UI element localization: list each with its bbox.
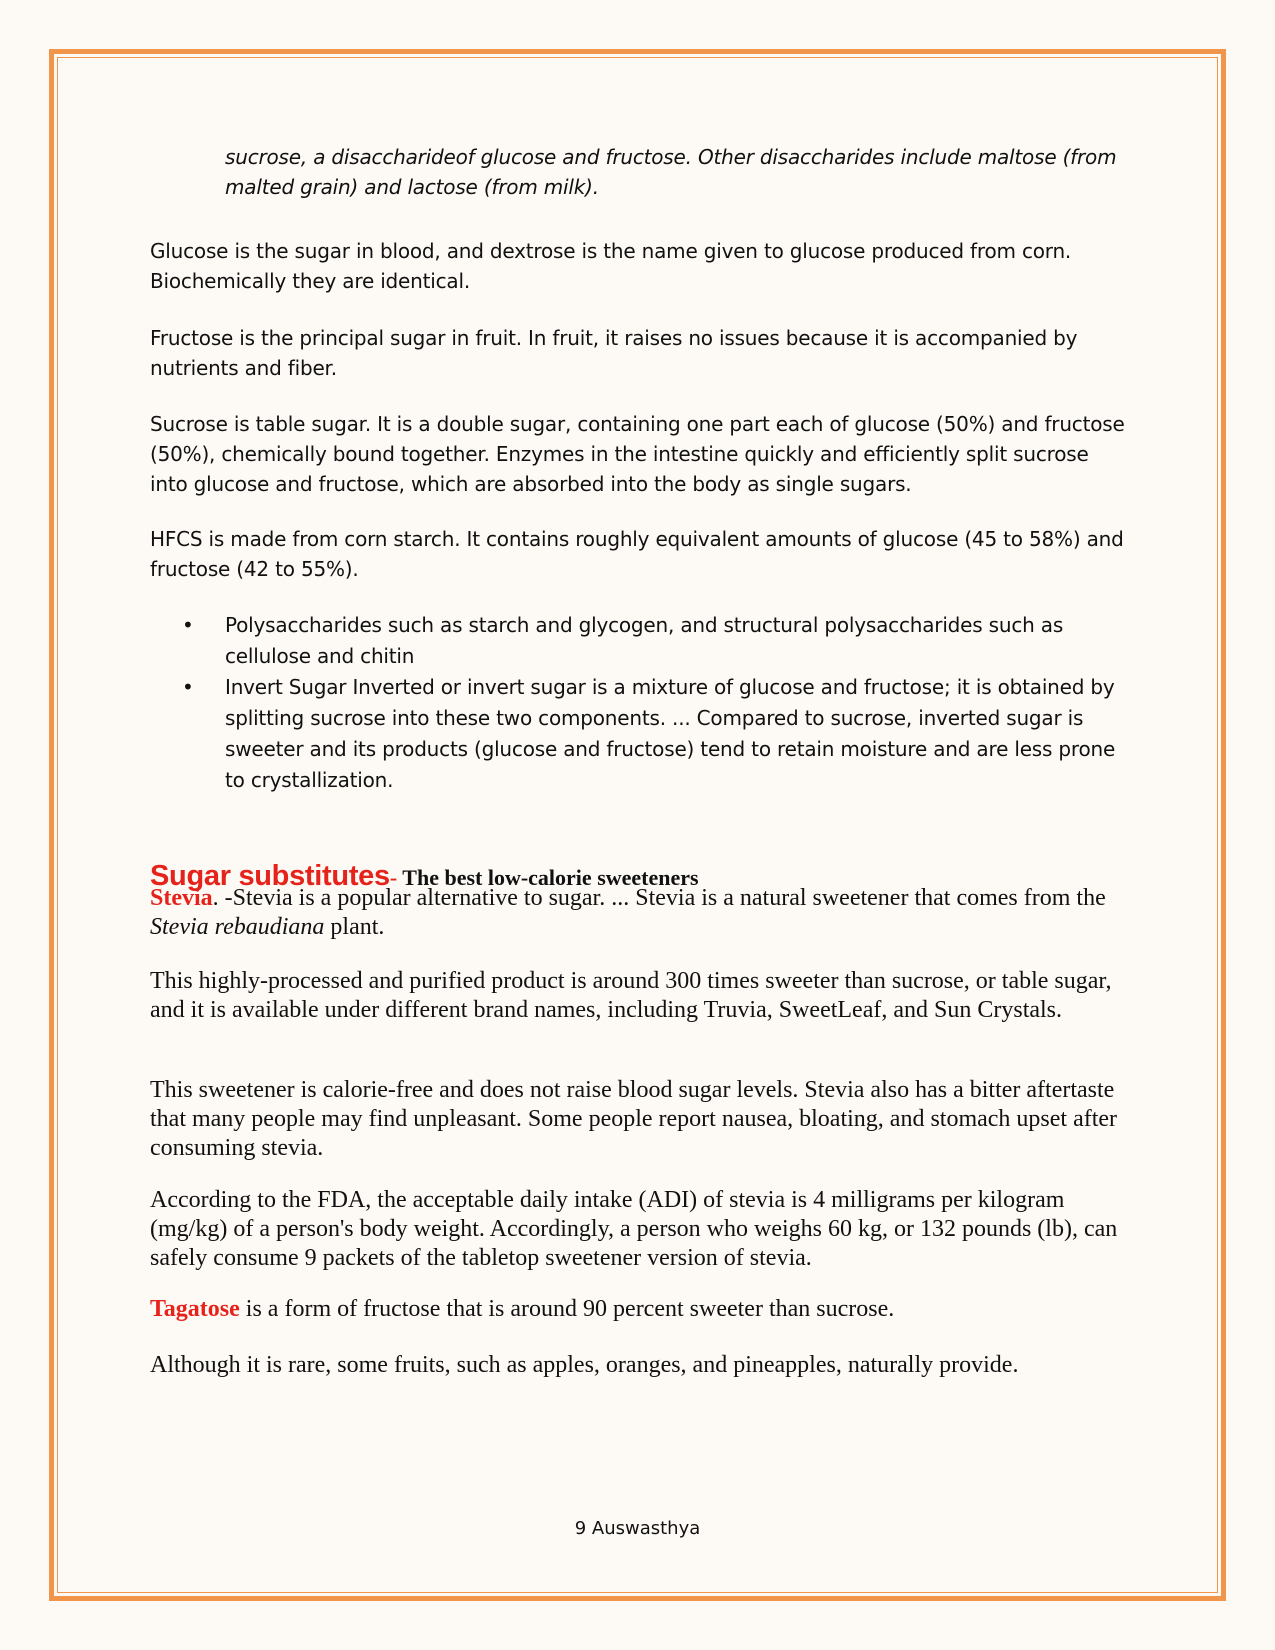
term-tagatose: Tagatose	[150, 1296, 240, 1322]
page-footer: 9 Auswasthya	[574, 1518, 701, 1539]
stevia-intro-text: . -Stevia is a popular alternative to sugar. ... Stevia is a natural sweetener that comes from the	[212, 885, 1106, 911]
paragraph-tagatose	[150, 1295, 1125, 1324]
list-item-text: Invert Sugar Inverted or invert sugar is a mixture of glucose and fructose; it is obtained by splitting sucrose into these two components. ... Compared to sucrose, inverted sugar is sweeter and its products (glucose and fructose) tend to retain moisture and are less prone to crystallization.	[225, 675, 1116, 792]
tagatose-text: is a form of fructose that is around 90 percent sweeter than sucrose.	[239, 1296, 895, 1322]
paragraph-tagatose-sources: Although it is rare, some fruits, such as apples, oranges, and pineapples, naturally provide.	[150, 1352, 1019, 1378]
intro-quote: sucrose, a disaccharideof glucose and fructose. Other disaccharides include maltose (from malted grain) and lactose (from milk).	[225, 145, 1117, 199]
section-dash: -	[389, 865, 403, 890]
paragraph-glucose: Glucose is the sugar in blood, and dextrose is the name given to glucose produced from corn. Biochemically they are identical.	[150, 239, 1072, 293]
paragraph-hfcs: HFCS is made from corn starch. It contains roughly equivalent amounts of glucose (45 to 58%) and fructose (42 to 55%).	[150, 527, 1124, 581]
list-item	[150, 672, 1125, 796]
stevia-intro-end: plant.	[324, 914, 385, 940]
term-stevia: Stevia	[150, 885, 213, 911]
paragraph-stevia-effects: This sweetener is calorie-free and does not raise blood sugar levels. Stevia also has a bitter aftertaste that many people may find unpleasant. Some people report nausea, bloating, and stomach upset after consuming stevia.	[150, 1077, 1118, 1161]
section-subtitle: The best low-calorie sweeteners	[402, 865, 699, 890]
paragraph-stevia-processing: This highly-processed and purified product is around 300 times sweeter than sucrose, or table sugar, and it is available under different brand names, including Truvia, SweetLeaf, and Sun Crystals.	[150, 968, 1112, 1023]
bullet-icon: •	[182, 675, 194, 699]
paragraph-fructose: Fructose is the principal sugar in fruit. In fruit, it raises no issues because it is accompanied by nutrients and fiber.	[150, 326, 1078, 380]
bullet-icon: •	[182, 613, 194, 637]
section-title: Sugar substitutes	[150, 860, 390, 892]
stevia-plant-name: Stevia rebaudiana	[150, 914, 325, 940]
paragraph-sucrose: Sucrose is table sugar. It is a double sugar, containing one part each of glucose (50%) and fructose (50%), chemically bound together. Enzymes in the intestine quickly and efficiently split sucrose into glucose and fructose, which are absorbed into the body as single sugars.	[150, 412, 1125, 496]
list-item-text: Polysaccharides such as starch and glycogen, and structural polysaccharides such as cellulose and chitin	[225, 613, 1064, 668]
paragraph-stevia-adi: According to the FDA, the acceptable daily intake (ADI) of stevia is 4 milligrams per kilogram (mg/kg) of a person's body weight. Accordingly, a person who weighs 60 kg, or 132 pounds (lb), can safely consume 9 packets of the tabletop sweetener version of stevia.	[150, 1187, 1118, 1271]
paragraph-stevia-intro	[150, 884, 1125, 942]
bullet-list	[150, 610, 1125, 796]
list-item	[150, 610, 1125, 672]
